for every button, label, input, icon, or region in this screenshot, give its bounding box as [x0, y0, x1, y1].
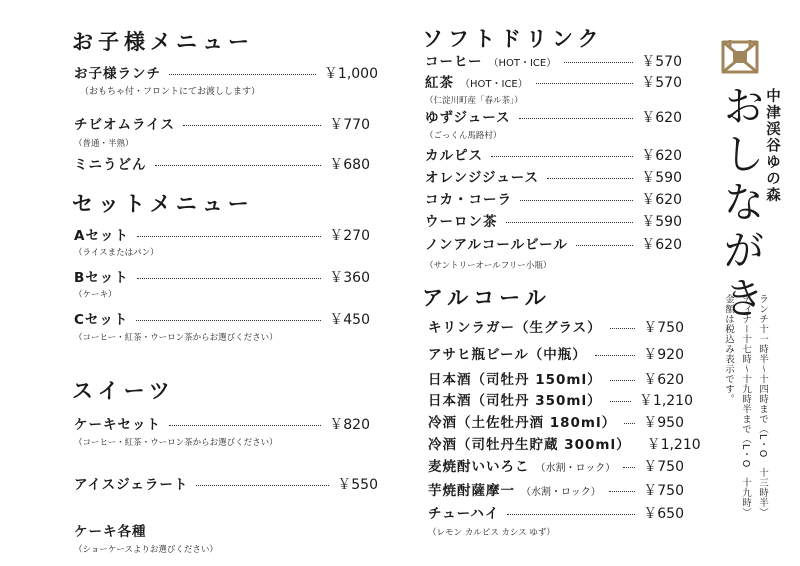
item-price: ￥620	[643, 372, 684, 388]
menu-item-kirin-lager	[428, 316, 684, 336]
item-name: ケーキ各種	[74, 524, 147, 540]
leader-dots	[136, 320, 321, 321]
item-price: ￥770	[329, 117, 370, 133]
menu-item-chibi-omurice	[74, 113, 370, 133]
item-price: ￥750	[643, 320, 684, 336]
item-price: ￥620	[641, 148, 682, 164]
item-price: ￥590	[641, 170, 682, 186]
item-name: 紅茶 （HOT・ICE）	[425, 75, 528, 91]
item-name: オレンジジュース	[425, 170, 540, 186]
item-name: ミニうどん	[74, 157, 147, 173]
item-name: Bセット	[74, 270, 129, 286]
item-name: 芋焼酎薩摩一 （水割・ロック）	[428, 483, 601, 499]
item-price: ￥570	[641, 54, 682, 70]
item-price: ￥1,210	[638, 393, 693, 409]
item-name: 麦焼酎いいろこ （水割・ロック）	[428, 459, 616, 475]
item-price: ￥590	[641, 214, 682, 230]
leader-dots	[519, 118, 634, 119]
item-price: ￥360	[329, 270, 370, 286]
item-name: Aセット	[74, 228, 129, 244]
item-note: （ライスまたはパン）	[74, 248, 159, 258]
item-name: 日本酒（司牡丹 150ml）	[428, 372, 602, 388]
item-price: ￥750	[643, 459, 684, 475]
menu-item-sake-150	[428, 368, 684, 388]
leader-dots	[576, 245, 633, 246]
leader-dots	[610, 380, 636, 381]
menu-item-mini-udon	[74, 153, 370, 173]
menu-item-mugi-shochu	[428, 455, 684, 475]
item-name: チビオムライス	[74, 117, 175, 133]
item-name: 日本酒（司牡丹 350ml）	[428, 393, 602, 409]
venue-name: 中津渓谷ゆの森	[764, 88, 780, 204]
item-note: （サントリーオールフリー小瓶）	[425, 261, 552, 271]
item-note: （普通・半熟）	[74, 139, 134, 149]
item-name: ゆずジュース	[425, 110, 511, 126]
menu-item-non-alcohol-beer	[425, 233, 682, 253]
menu-item-sake-350	[428, 389, 693, 409]
menu-item-calpis	[425, 144, 682, 164]
item-note: （ごっくん馬路村）	[425, 131, 502, 141]
leader-dots	[609, 491, 635, 492]
menu-item-coca-cola	[425, 188, 682, 208]
menu-item-set-c	[74, 308, 370, 328]
menu-item-reishu-300	[428, 433, 701, 453]
menu-item-orange-juice	[425, 166, 682, 186]
leader-dots	[183, 125, 321, 126]
item-price: ￥270	[329, 228, 370, 244]
section-title-alcohol: アルコール	[422, 286, 551, 310]
leader-dots	[507, 514, 635, 515]
item-price: ￥550	[337, 477, 378, 493]
menu-item-set-b	[74, 266, 370, 286]
leader-dots	[624, 423, 635, 424]
lunch-hours: ランチ十一時半〜十四時まで（L・O 十三時半）	[757, 294, 768, 518]
menu-item-oolong-tea	[425, 210, 682, 230]
item-name: Cセット	[74, 312, 129, 328]
tax-note: 金額は税込み表示です。	[723, 294, 734, 404]
item-name: 冷酒（司牡丹生貯蔵 300ml）	[428, 437, 631, 453]
item-name: コカ・コーラ	[425, 192, 512, 208]
menu-item-asahi-bottle	[428, 343, 684, 363]
section-title-set-menu: セットメニュー	[72, 192, 254, 216]
leader-dots	[169, 425, 321, 426]
item-price: ￥620	[641, 110, 682, 126]
menu-item-reishu-180	[428, 411, 684, 431]
leader-dots	[536, 83, 634, 84]
leader-dots	[595, 355, 636, 356]
leader-dots	[491, 156, 633, 157]
leader-dots	[169, 74, 316, 75]
item-name: チューハイ	[428, 506, 500, 522]
item-price: ￥620	[641, 237, 682, 253]
item-note: （コーヒー・紅茶・ウーロン茶からお選びください）	[74, 333, 278, 343]
section-title-kids-menu: お子様メニュー	[72, 30, 254, 54]
menu-item-cakes-assorted	[74, 520, 147, 540]
leader-dots	[137, 278, 321, 279]
leader-dots	[155, 165, 322, 166]
leader-dots	[564, 62, 633, 63]
item-note: （コーヒー・紅茶・ウーロン茶からお選びください）	[74, 438, 278, 448]
item-price: ￥570	[641, 75, 682, 91]
item-name: アサヒ瓶ビール（中瓶）	[428, 347, 587, 363]
item-note: （レモン カルピス カシス ゆず）	[428, 528, 555, 538]
item-name: ケーキセット	[74, 417, 161, 433]
item-note: （仁淀川町産「春ル茶」）	[425, 96, 523, 106]
item-name: 冷酒（土佐牡丹酒 180ml）	[428, 415, 617, 431]
item-name: ノンアルコールビール	[425, 237, 568, 253]
item-name: コーヒー （HOT・ICE）	[425, 54, 557, 70]
menu-item-ice-gelato	[74, 473, 378, 493]
leader-dots	[610, 328, 636, 329]
menu-item-cake-set	[74, 413, 370, 433]
menu-item-chuhai	[428, 502, 684, 522]
menu-item-set-a	[74, 224, 370, 244]
menu-item-black-tea	[425, 71, 682, 91]
item-note: （おもちゃ付・フロントにてお渡しします）	[80, 87, 261, 97]
item-price: ￥650	[643, 506, 684, 522]
item-price: ￥1,000	[323, 66, 378, 82]
item-price: ￥950	[643, 415, 684, 431]
item-price: ￥1,210	[646, 437, 701, 453]
item-price: ￥620	[641, 192, 682, 208]
leader-dots	[137, 236, 321, 237]
item-name: キリンラガー（生グラス）	[428, 320, 602, 336]
leader-dots	[506, 222, 634, 223]
leader-dots	[610, 401, 631, 402]
section-title-sweets: スイーツ	[72, 379, 175, 403]
menu-item-kids-lunch	[74, 62, 378, 82]
item-name: お子様ランチ	[74, 66, 161, 82]
item-name: ウーロン茶	[425, 214, 498, 230]
item-name: アイスジェラート	[74, 477, 189, 493]
leader-dots	[547, 178, 633, 179]
item-name: カルピス	[425, 148, 483, 164]
item-price: ￥680	[329, 157, 370, 173]
menu-item-yuzu-juice	[425, 106, 682, 126]
leader-dots	[196, 485, 329, 486]
item-price: ￥920	[643, 347, 684, 363]
leaf-logo-icon	[717, 36, 763, 78]
section-title-soft-drinks: ソフトドリンク	[422, 27, 604, 51]
menu-item-coffee	[425, 50, 682, 70]
item-price: ￥820	[329, 417, 370, 433]
menu-title: おしながき	[717, 84, 766, 324]
item-price: ￥450	[329, 312, 370, 328]
leader-dots	[520, 200, 633, 201]
item-price: ￥750	[643, 483, 684, 499]
item-note: （ケーキ）	[74, 290, 117, 300]
leader-dots	[623, 467, 635, 468]
menu-item-imo-shochu	[428, 479, 684, 499]
item-note: （ショーケースよりお選びください）	[74, 545, 218, 555]
dinner-hours: ディナー十七時〜十九時半まで（L・O 十九時）	[740, 294, 751, 518]
